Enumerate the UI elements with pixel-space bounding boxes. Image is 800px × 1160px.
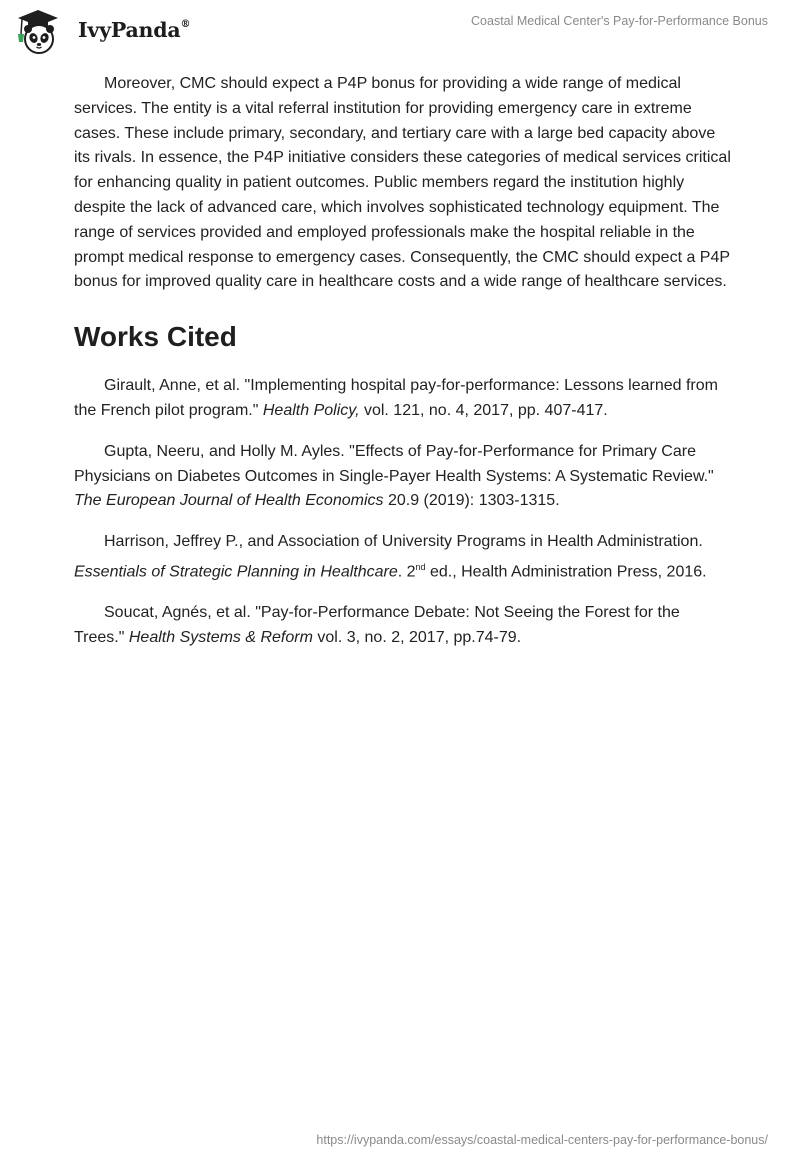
reference-item: Harrison, Jeffrey P., and Association of University Programs in Health Administration. Essentials of Strategic Planning in Healthcare. 2nd ed., Health Administration Press, 2016. <box>74 533 707 581</box>
references-list <box>74 374 734 651</box>
body-paragraph: Moreover, CMC should expect a P4P bonus for providing a wide range of medical services. The entity is a vital referral institution for providing emergency care in extreme cases. These include primary, secondary, and tertiary care with a large bed capacity above its rivals. In essence, the P4P initiative considers these categories of medical services critical for enhancing quality in patient outcomes. Public members regard the institution highly despite the lack of advanced care, which involves sophisticated technology equipment. The range of services provided and employed professionals make the hospital reliable in the prompt medical response to emergency cases. Consequently, the CMC should expect a P4P bonus for improved quality care in healthcare costs and a wide range of healthcare services. <box>74 75 731 291</box>
reference-item: Gupta, Neeru, and Holly M. Ayles. "Effects of Pay-for-Performance for Primary Care Physicians on Diabetes Outcomes in Single-Payer Health Systems: A Systematic Review." The European Journal of Health Economics 20.9 (2019): 1303-1315. <box>74 442 714 510</box>
works-cited-heading: Works Cited <box>74 321 237 353</box>
source-url-link[interactable]: https://ivypanda.com/essays/coastal-medical-centers-pay-for-performance-bonus/ <box>316 1133 768 1147</box>
document-title: Coastal Medical Center's Pay-for-Performance Bonus <box>471 14 768 28</box>
brand-name[interactable]: IvyPanda® <box>78 18 191 42</box>
page-header <box>0 0 800 60</box>
panda-graduate-logo-icon[interactable] <box>14 8 62 56</box>
reference-item: Girault, Anne, et al. "Implementing hospital pay-for-performance: Lessons learned from the French pilot program." Health Policy, vol. 121, no. 4, 2017, pp. 407-417. <box>74 377 718 419</box>
reference-item: Soucat, Agnés, et al. "Pay-for-Performance Debate: Not Seeing the Forest for the Trees." Health Systems & Reform vol. 3, no. 2, 2017, pp.74-79. <box>74 604 680 646</box>
essay-content <box>74 72 734 667</box>
